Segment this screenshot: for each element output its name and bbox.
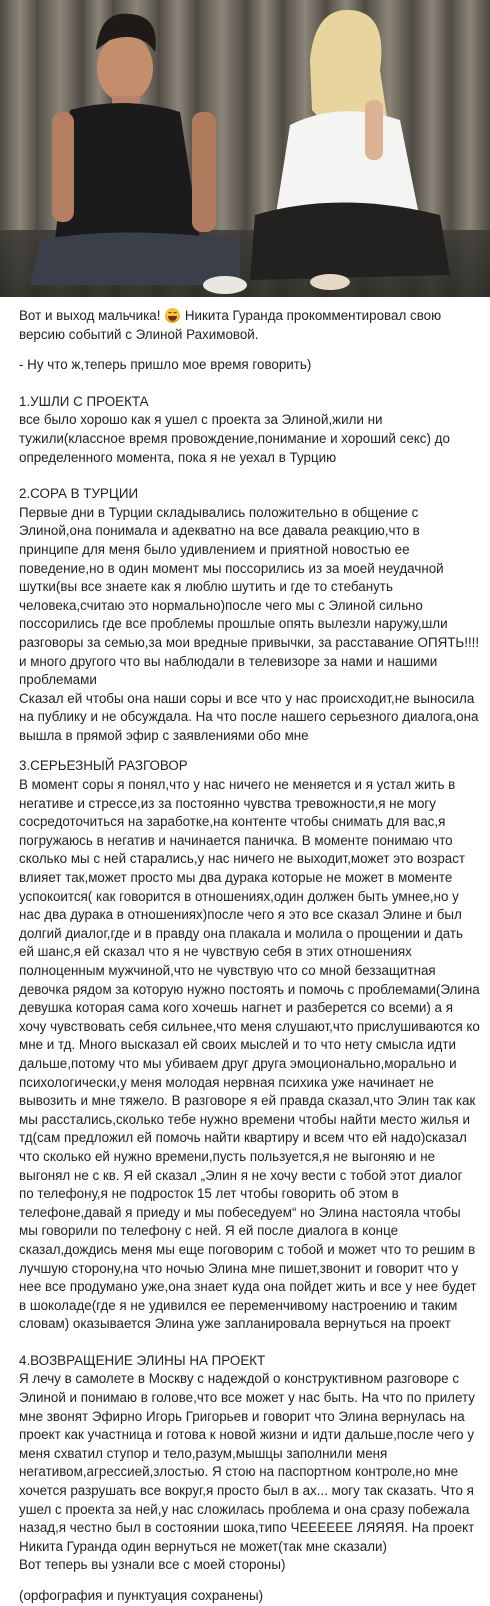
section-3-title: 3.СЕРЬЕЗНЫЙ РАЗГОВОР xyxy=(19,758,188,774)
intro-paragraph xyxy=(19,307,480,344)
section-1-text: все было хорошо как я ушел с проекта за Элиной,жили ни тужили(классное время провождение,понимание и хороший секс) до определенного момента, пока я не уехал в Турцию xyxy=(19,412,450,465)
couple-photo-illustration xyxy=(0,0,490,297)
section-1-title: 1.УШЛИ С ПРОЕКТА xyxy=(19,393,149,409)
post-photo[interactable] xyxy=(0,0,490,297)
footer-note: (орфография и пунктуация сохранены) xyxy=(19,1588,264,1603)
grinning-face-emoji-icon xyxy=(165,308,180,323)
section-2-text: Первые дни в Турции складывались положительно в общение с Элиной,она понимала и адекватно на все давала реакцию,что в принципе для меня было удивлением и приятной новостью ее поведение,но в один момент мы поссорились из за моей неудачной шутки(вы все знаете как я люблю шутить и где то стебануть человека,считаю это нормально)после чего мы с Элиной сильно поссорились где все проблемы прошлые опять вылезли наружу,шли разговоры за семью,за мои вредные привычки, за расставание ОПЯТЬ!!!! и много другого что вы наблюдали в телевизоре за нами и нашими проблемами Сказал ей чтобы она наши соры и все что у нас происходит,не выносила на публику и не обсуждала. На что после нашего серьезного диалога,она вышла в прямой эфир с заявлениями обо мне xyxy=(19,504,480,743)
intro-text-end: Никита Гуранда прокомментировал свою версию событий с Элиной Рахимовой. xyxy=(19,308,442,342)
section-4-title: 4.ВОЗВРАЩЕНИЕ ЭЛИНЫ НА ПРОЕКТ xyxy=(19,1352,266,1368)
section-4-text: Я лечу в самолете в Москву с надеждой о конструктивном разговоре с Элиной и понимаю в голове,что все может у нас быть. На что по прилету мне звонят Эфирно Игорь Григорьев и говорит что Элина вернулась на проект как участница и готова к новой жизни и идти дальше,после чего у меня схватил ступор и тело,разум,мышцы заполнили меня негативом,агрессией,злостью. Я стою на паспортном контроле,но мне хочется разрушать все вокруг,я просто был в ах... могу так сказать. Что я ушел с проекта за ней,у нас сложилась проблема и она сразу побежала назад,я честно был в состоянии шока,типо ЧЕЕЕЕЕЕ ЛЯЯЯЯ. На проект Никита Гуранда один вернуться не может(так мне сказали) Вот теперь вы узнали все с моей стороны) xyxy=(19,1371,475,1573)
section-3-text: В момент соры я понял,что у нас ничего не меняется и я устал жить в негативе и стрессе,из за постоянно чувства тревожности,я не могу сосредоточиться на заработке,на контенте чтобы снимать для вас,я погружаюсь в негатив и начинается паничка. В моменте понимаю что сколько мы с ней старались,у нас ничего не выходит,может это возраст влияет так,может просто мы два дурака которые не может в моменте успокоится( как говорится в отношениях,один должен быть умнее,но у нас два дурака в отношениях)после чего я это все сказал Элине и был долгий диалог,где и в правду она плакала и молила о прощении и дать ей шанс,я ей сказал что я не чувствую себя в этих отношениях полноценным мужчиной,что не чувствую что со мной беззащитная девочка рядом за которую нужно постоять и помочь с проблемами(Элина девушка которая сама кого хочешь нагнет и разберется со всеми) а я хочу чувствовать себя сильнее,что меня слушают,что прислушиваются ко мне и тд. Много высказал ей своих мыслей и то что нету смысла идти дальше,потому что мы убиваем друг друга эмоционально,морально и психологически,у меня молодая нервная психика уже начинает не вывозить и мне тяжело. В разговоре я ей правда сказал,что Элин так как мы расстались,сколько тебе нужно времени чтобы найти место жилья и тд(сам предложил ей помочь найти квартиру и всем что ей надо)сказал что сколько ей нужно времени,пусть пользуется,я не выгоняю и не выгонял не с кв. Я ей сказал „Элин я не хочу вести с тобой этот диалог по телефону,я не подросток 15 лет чтобы говорить об этом в телефоне,давай я приеду и мы побеседуем“ но Элина настояла чтобы мы говорили по телефону с ней. Я ей после диалога в конце сказал,дождись меня мы еще поговорим с тобой и может что то решим в лучшую сторону,на что ночью Элина мне пишет,звонит и говорит что у нее все продумано уже,она знает куда она пойдет жить и все у нее будет в шоколаде(где я не удивился ее переменчивому настроению и таким словам) оказывается Элина уже запланировала вернуться на проект xyxy=(19,777,480,1332)
section-2-title: 2.СОРА В ТУРЦИИ xyxy=(19,486,139,502)
intro-text-start: Вот и выход мальчика! xyxy=(19,308,165,323)
post-text xyxy=(0,297,490,1606)
opening-quote: - Ну что ж,теперь пришло мое время говорить) xyxy=(19,357,312,373)
